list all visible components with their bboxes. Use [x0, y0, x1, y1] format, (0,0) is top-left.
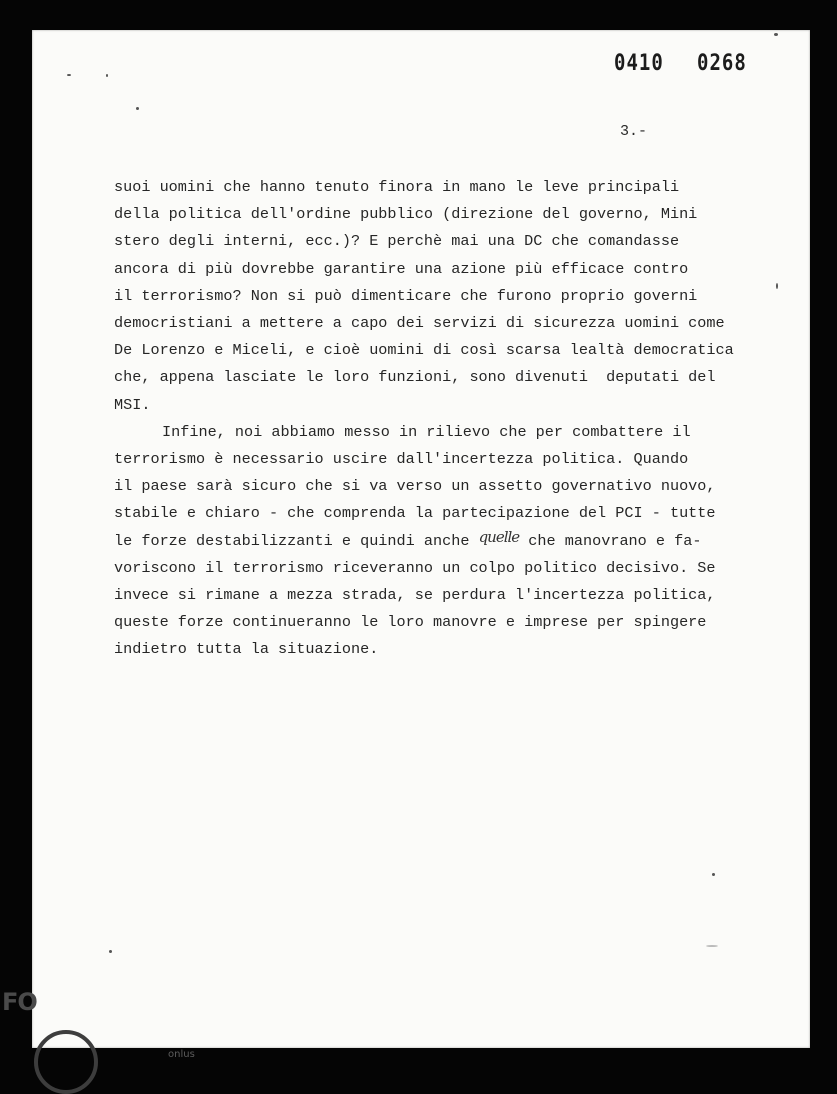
scan-speck: [136, 107, 139, 110]
text-line: indietro tutta la situazione.: [114, 640, 379, 659]
text-line: stero degli interni, ecc.)? E perchè mai una DC che comandasse: [114, 232, 680, 251]
page-number: 3.-: [620, 123, 648, 140]
document-body: [114, 174, 774, 663]
text-line: il paese sarà sicuro che si va verso un assetto governativo nuovo,: [114, 477, 716, 496]
scan-speck: [706, 945, 718, 947]
text-line: queste forze continueranno le loro manovre e imprese per spingere: [114, 613, 707, 631]
scan-speck: [774, 33, 778, 36]
text-line-with-correction: [114, 527, 774, 554]
text-line: ancora di più dovrebbe garantire una azione più efficace contro: [114, 259, 689, 278]
scan-speck: [109, 950, 112, 953]
text-line: terrorismo è necessario uscire dall'incertezza politica. Quando: [114, 449, 689, 468]
text-line: della politica dell'ordine pubblico (direzione del governo, Mini: [114, 205, 698, 224]
text-line: democristiani a mettere a capo dei servizi di sicurezza uomini come: [114, 313, 725, 332]
scan-speck: [712, 873, 715, 876]
text-line: suoi uomini che hanno tenuto finora in mano le leve principali: [114, 178, 680, 196]
text-line: stabile e chiaro - che comprenda la partecipazione del PCI - tutte: [114, 504, 716, 523]
watermark-logo: FO: [2, 988, 37, 1016]
text-line: che, appena lasciate le loro funzioni, sono divenuti deputati del: [114, 368, 716, 387]
archive-stamp-number: 0268: [697, 50, 747, 76]
watermark-subtext: onlus: [168, 1049, 195, 1060]
text-line: De Lorenzo e Miceli, e cioè uomini di così scarsa lealtà democratica: [114, 341, 734, 360]
text-line: invece si rimane a mezza strada, se perdura l'incertezza politica,: [114, 585, 716, 604]
text-line: voriscono il terrorismo riceveranno un colpo politico decisivo. Se: [114, 558, 716, 577]
text-line: MSI.: [114, 395, 151, 414]
scan-speck: [776, 283, 778, 289]
text-line-part: le forze destabilizzanti e quindi anche: [114, 532, 479, 551]
archive-stamp-number: 0410: [614, 50, 664, 76]
text-line-part: che manovrano e fa-: [519, 532, 702, 551]
scan-speck: [67, 74, 71, 76]
scan-speck: [106, 74, 108, 77]
text-line-paragraph-start: Infine, noi abbiamo messo in rilievo che per combattere il: [162, 422, 691, 441]
watermark-circle-icon: [34, 1030, 98, 1094]
text-line: il terrorismo? Non si può dimenticare che furono proprio governi: [114, 286, 698, 305]
handwritten-correction: quelle: [478, 528, 520, 547]
